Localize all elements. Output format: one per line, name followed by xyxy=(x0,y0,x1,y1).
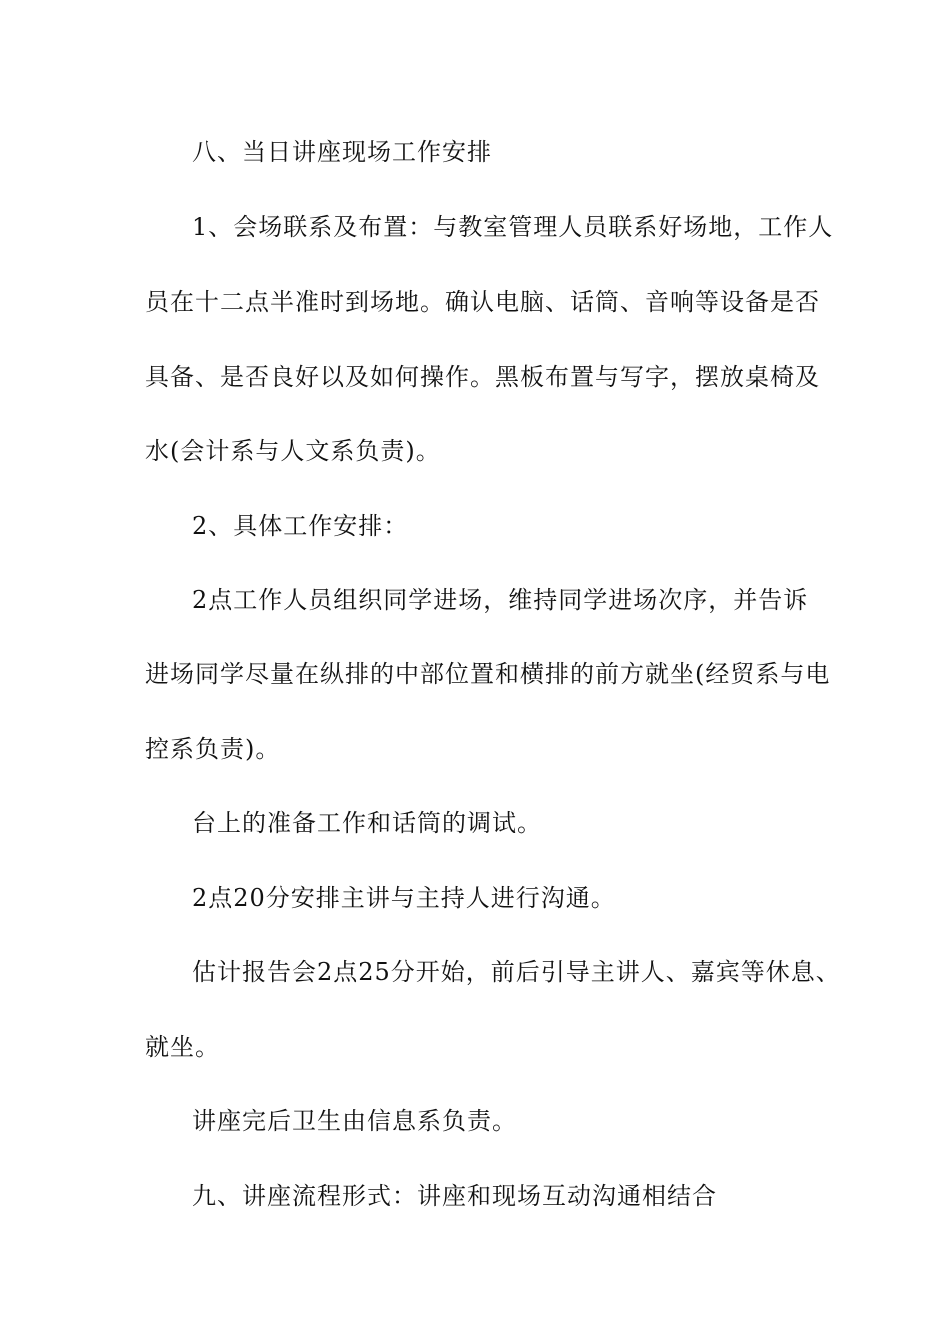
paragraph-line: 台上的准备工作和话筒的调试。 xyxy=(192,809,542,837)
paragraph-line: 水(会计系与人文系负责)。 xyxy=(145,437,441,465)
section-heading-8: 八、当日讲座现场工作安排 xyxy=(192,138,492,166)
paragraph-line: 讲座完后卫生由信息系负责。 xyxy=(192,1107,517,1135)
paragraph-line: 控系负责)。 xyxy=(145,735,281,763)
paragraph-line: 2点工作人员组织同学进场，维持同学进场次序，并告诉 xyxy=(192,586,809,614)
paragraph-line: 进场同学尽量在纵排的中部位置和横排的前方就坐(经贸系与电 xyxy=(145,660,831,688)
section-heading-9: 九、讲座流程形式：讲座和现场互动沟通相结合 xyxy=(192,1182,717,1210)
paragraph-line: 就坐。 xyxy=(145,1033,220,1061)
paragraph-line: 2点20分安排主讲与主持人进行沟通。 xyxy=(192,884,616,912)
paragraph-line: 具备、是否良好以及如何操作。黑板布置与写字，摆放桌椅及 xyxy=(145,363,820,391)
paragraph-line: 员在十二点半准时到场地。确认电脑、话筒、音响等设备是否 xyxy=(145,288,820,316)
paragraph-line: 1、会场联系及布置：与教室管理人员联系好场地，工作人 xyxy=(192,213,834,241)
paragraph-line: 2、具体工作安排： xyxy=(192,512,409,540)
paragraph-line: 估计报告会2点25分开始，前后引导主讲人、嘉宾等休息、 xyxy=(192,958,841,986)
